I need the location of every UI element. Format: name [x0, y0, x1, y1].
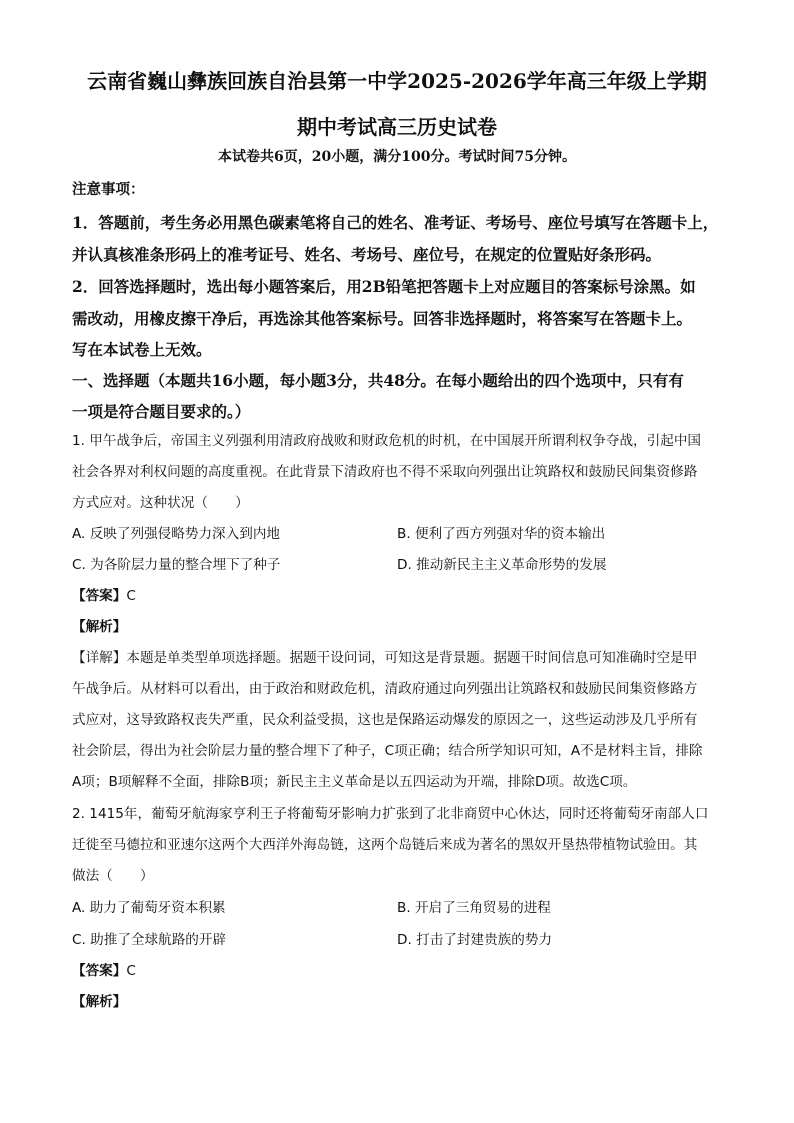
question-1-detail: 【详解】本题是单类型单项选择题。据题干设问词，可知这是背景题。据题干时间信息可知准确时空是甲 — [72, 650, 698, 666]
question-1-option-b: B. 便利了西方列强对华的资本输出 — [397, 526, 606, 542]
question-1-stem: 社会各界对利权问题的高度重视。在此背景下清政府也不得不采取向列强出让筑路权和鼓励民间集资修路 — [72, 464, 698, 480]
question-1-stem: 1. 甲午战争后，帝国主义列强利用清政府战败和财政危机的时机，在中国展开所谓利权争夺战，引起中国 — [72, 433, 702, 449]
question-2-answer — [72, 962, 136, 980]
question-1-option-d: D. 推动新民主主义革命形势的发展 — [397, 557, 607, 573]
question-1-detail: 社会阶层，得出为社会阶层力量的整合埋下了种子，C项正确；结合所学知识可知，A不是材料主旨，排除 — [72, 743, 703, 759]
question-2-stem: 2. 1415年，葡萄牙航海家亨利王子将葡萄牙影响力扩张到了北非商贸中心休达，同时还将葡萄牙南部人口 — [72, 806, 709, 822]
notice-line: 并认真核准条形码上的准考证号、姓名、考场号、座位号，在规定的位置贴好条形码。 — [72, 245, 662, 264]
section-heading: 一、选择题（本题共16小题，每小题3分，共48分。在每小题给出的四个选项中，只有有 — [72, 371, 684, 390]
question-2-option-b: B. 开启了三角贸易的进程 — [397, 900, 551, 916]
question-1-answer — [72, 587, 136, 605]
notice-heading: 注意事项： — [72, 181, 145, 198]
notice-line: 写在本试卷上无效。 — [72, 340, 212, 359]
question-2-stem: 做法（ ） — [72, 868, 154, 884]
question-2-option-a: A. 助力了葡萄牙资本积累 — [72, 900, 226, 916]
question-1-option-a: A. 反映了列强侵略势力深入到内地 — [72, 526, 281, 542]
question-2-analysis-label — [72, 993, 126, 1011]
question-1-analysis-label — [72, 618, 126, 636]
question-2-option-c: C. 助推了全球航路的开辟 — [72, 932, 227, 948]
analysis-label: 【解析】 — [72, 994, 127, 1010]
question-1-stem: 方式应对。这种状况（ ） — [72, 495, 249, 511]
section-heading-cont: 一项是符合题目要求的。） — [72, 402, 251, 421]
answer-value: C — [126, 588, 136, 604]
question-1-detail: 午战争后。从材料可以看出，由于政治和财政危机，清政府通过向列强出让筑路权和鼓励民间集资修路方 — [72, 681, 698, 697]
answer-label: 【答案】 — [72, 588, 127, 604]
notice-line: 1．答题前，考生务必用黑色碳素笔将自己的姓名、准考证、考场号、座位号填写在答题卡上， — [72, 213, 719, 232]
answer-value: C — [126, 963, 136, 979]
question-2-option-d: D. 打击了封建贵族的势力 — [397, 932, 553, 948]
exam-title-line-2: 期中考试高三历史试卷 — [297, 115, 497, 139]
question-1-detail: 式应对，这导致路权丧失严重，民众利益受损，这也是保路运动爆发的原因之一，这些运动涉及几乎所有 — [72, 712, 698, 728]
notice-line: 需改动，用橡皮擦干净后，再选涂其他答案标号。回答非选择题时，将答案写在答题卡上。 — [72, 309, 693, 328]
analysis-label: 【解析】 — [72, 619, 127, 635]
exam-title-line-1: 云南省巍山彝族回族自治县第一中学2025-2026学年高三年级上学期 — [87, 69, 707, 93]
exam-subtitle: 本试卷共6页，20小题，满分100分。考试时间75分钟。 — [218, 149, 576, 165]
question-1-detail: A项；B项解释不全面，排除B项；新民主主义革命是以五四运动为开端，排除D项。故选C项。 — [72, 774, 637, 790]
question-1-option-c: C. 为各阶层力量的整合埋下了种子 — [72, 557, 281, 573]
question-2-stem: 迁徙至马德拉和亚速尔这两个大西洋外海岛链，这两个岛链后来成为著名的黑奴开垦热带植物试验田。其 — [72, 837, 698, 853]
answer-label: 【答案】 — [72, 963, 127, 979]
notice-line: 2．回答选择题时，选出每小题答案后，用2B铅笔把答题卡上对应题目的答案标号涂黑。如 — [72, 277, 696, 296]
